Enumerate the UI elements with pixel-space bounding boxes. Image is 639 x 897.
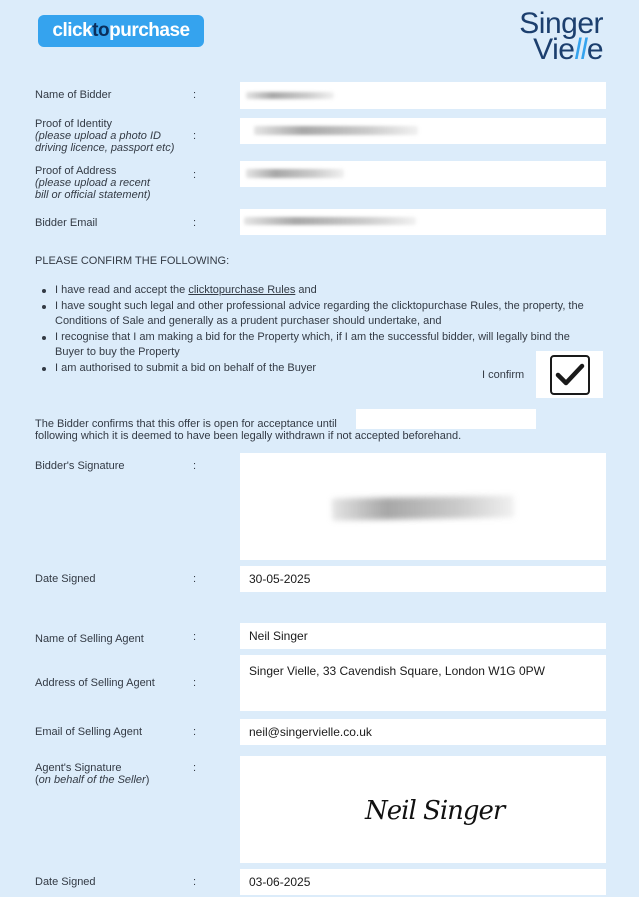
bidder-date-value: 30-05-2025 <box>249 572 311 586</box>
list-item: I have read and accept the clicktopurchase Rules and <box>40 283 600 299</box>
agent-address-label: Address of Selling Agent <box>35 677 155 689</box>
bidder-email-field[interactable] <box>240 209 606 235</box>
agent-name-field[interactable] <box>240 623 606 649</box>
confirm-heading: PLEASE CONFIRM THE FOLLOWING: <box>35 255 230 267</box>
agent-date-value: 03-06-2025 <box>249 875 311 889</box>
colon: : <box>193 677 197 689</box>
colon: : <box>193 876 197 888</box>
agent-name-value: Neil Singer <box>249 629 308 643</box>
colon: : <box>193 130 197 142</box>
bidder-date-field[interactable] <box>240 566 606 592</box>
agent-email-field[interactable] <box>240 719 606 745</box>
agent-email-label: Email of Selling Agent <box>35 726 143 738</box>
proof-of-address-field[interactable] <box>240 161 606 187</box>
bidder-signature-box[interactable] <box>240 453 606 560</box>
confirmation-list <box>40 283 600 376</box>
redacted-value <box>246 169 344 178</box>
check-icon <box>555 362 585 388</box>
redacted-value <box>246 92 334 99</box>
offer-statement: The Bidder confirms that this offer is open for acceptance until following which it is deemed to have been legally withdrawn if not accepted beforehand. <box>35 418 462 442</box>
logo-text-purchase: purchase <box>109 20 190 41</box>
confirm-checkbox-container <box>536 351 603 398</box>
bidder-name-field[interactable] <box>240 82 606 109</box>
i-confirm-label: I confirm <box>482 369 525 381</box>
agent-signature-label: Agent's Signature (on behalf of the Seller) <box>35 762 150 786</box>
list-item: I have sought such legal and other professional advice regarding the clicktopurchase Rules, the property, the Conditions of Sale and generally as a prudent purchaser should undertake, and <box>40 299 600 330</box>
bidder-date-label: Date Signed <box>35 573 96 585</box>
agent-name-label: Name of Selling Agent <box>35 633 144 645</box>
agent-address-value: Singer Vielle, 33 Cavendish Square, London W1G 0PW <box>249 664 545 678</box>
colon: : <box>193 762 197 774</box>
logo-line-singer: Singer <box>519 7 603 40</box>
proof-of-identity-field[interactable] <box>240 118 606 144</box>
agent-date-label: Date Signed <box>35 876 96 888</box>
agent-email-value: neil@singervielle.co.uk <box>249 725 372 739</box>
redacted-value <box>244 217 416 225</box>
colon: : <box>193 217 197 229</box>
colon: : <box>193 726 197 738</box>
agent-signature-box[interactable] <box>240 756 606 863</box>
list-item: I recognise that I am making a bid for the Property which, if I am the successful bidder, will legally bind the Buyer to buy the Property <box>40 330 600 361</box>
proof-of-identity-label: Proof of Identity (please upload a photo ID driving licence, passport etc) <box>35 118 175 154</box>
proof-of-address-label: Proof of Address (please upload a recent bill or official statement) <box>35 165 151 201</box>
colon: : <box>193 631 197 643</box>
agent-date-field[interactable] <box>240 869 606 895</box>
bidder-name-label: Name of Bidder <box>35 89 112 101</box>
logo-text-to: to <box>92 20 110 41</box>
colon: : <box>193 89 197 101</box>
clicktopurchase-logo <box>38 15 204 47</box>
logo-text-click: click <box>52 20 93 41</box>
bidder-signature-label: Bidder's Signature <box>35 460 125 472</box>
colon: : <box>193 460 197 472</box>
list-item: I am authorised to submit a bid on behalf of the Buyer <box>40 361 600 377</box>
agent-address-field[interactable] <box>240 655 606 711</box>
singer-vielle-logo <box>519 7 603 66</box>
confirm-checkbox[interactable] <box>550 355 590 395</box>
clicktopurchase-rules-link[interactable]: clicktopurchase Rules <box>188 284 296 296</box>
logo-line-vielle: Vielle <box>533 33 603 66</box>
agent-signature: Neil Singer <box>365 796 505 826</box>
bidder-email-label: Bidder Email <box>35 217 98 229</box>
colon: : <box>193 573 197 585</box>
redacted-value <box>254 126 418 135</box>
colon: : <box>193 169 197 181</box>
redacted-signature <box>332 495 514 520</box>
